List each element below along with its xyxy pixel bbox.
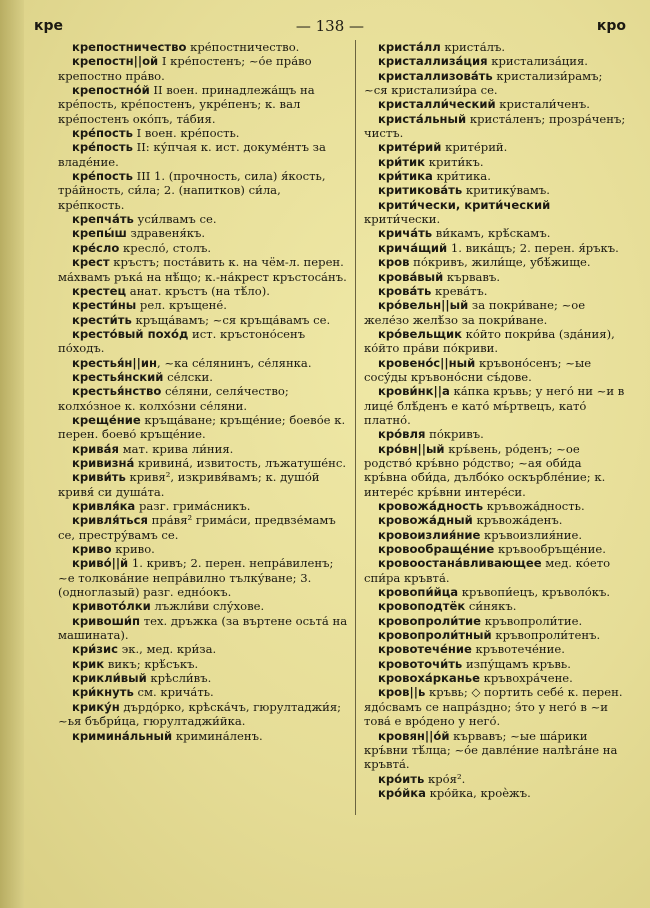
dictionary-entry — [364, 97, 626, 111]
entry-definition: кривина́, извитость, лъжатуше́нс. — [134, 455, 347, 470]
entry-definition: эк., мед. кри́за. — [118, 642, 217, 657]
dictionary-entry — [364, 772, 626, 786]
dictionary-entry — [364, 614, 626, 628]
dictionary-entry — [58, 642, 348, 656]
column-divider — [355, 40, 356, 815]
dictionary-entry — [364, 729, 626, 772]
entry-definition: кръстъ; поста́вить к. на чём-л. перен. ма́хвамъ ръка́ на нѣ́що; к.-на́крест кръстоса́нъ. — [58, 255, 347, 284]
dictionary-entry — [58, 54, 348, 83]
book-spine-shadow — [0, 0, 24, 908]
dictionary-entry — [364, 671, 626, 685]
entry-headword: кровожа́дный — [378, 513, 473, 528]
entry-definition: кро́я². — [424, 771, 466, 786]
dictionary-entry — [364, 556, 626, 585]
entry-headword: кривизна́ — [72, 455, 135, 470]
dictionary-entry — [364, 642, 626, 656]
dictionary-entry — [58, 729, 348, 743]
entry-definition: кри́тика. — [432, 169, 491, 184]
entry-definition: пра́вя² грима́си, предвзе́мамъ се, престру́вамъ се. — [58, 513, 336, 542]
dictionary-entry — [364, 69, 626, 98]
page-header — [34, 14, 626, 38]
entry-headword: криво́||й — [72, 556, 129, 571]
dictionary-entry — [58, 241, 348, 255]
entry-definition: кръвообръще́ние. — [494, 542, 606, 557]
dictionary-entry — [58, 298, 348, 312]
left-guide-word: кре — [34, 18, 64, 34]
entry-headword: кре́пость — [72, 169, 133, 184]
entry-headword: крови́нк||а — [378, 384, 450, 399]
dictionary-entry — [364, 155, 626, 169]
entry-definition: критику́вамъ. — [462, 183, 550, 198]
entry-definition: кре́постничество. — [186, 40, 300, 54]
entry-headword: кровоточи́ть — [378, 656, 463, 671]
dictionary-entry — [58, 313, 348, 327]
dictionary-entry — [364, 169, 626, 183]
entry-definition: I воен. кре́пость. — [132, 126, 240, 141]
dictionary-entry — [364, 542, 626, 556]
dictionary-entry — [364, 499, 626, 513]
right-guide-word: кро — [596, 18, 626, 34]
dictionary-entry — [364, 270, 626, 284]
entry-headword: кровожа́дность — [378, 499, 484, 513]
entry-headword: критикова́ть — [378, 183, 463, 198]
entry-headword: кров||ь — [378, 685, 426, 700]
entry-headword: кровопи́йца — [378, 585, 459, 600]
dictionary-entry — [364, 356, 626, 385]
entry-definition: кръвопроли́тенъ. — [491, 628, 601, 643]
entry-headword: кровопроли́тие — [378, 613, 482, 628]
dictionary-entry — [364, 140, 626, 154]
dictionary-entry — [58, 499, 348, 513]
dictionary-entry — [364, 327, 626, 356]
entry-headword: кровоизлия́ние — [378, 527, 481, 542]
entry-headword: кровено́с||ный — [378, 355, 476, 370]
dictionary-entry — [58, 599, 348, 613]
entry-definition: лъжли́ви слу́хове. — [150, 599, 265, 614]
entry-definition: кръвопроли́тие. — [481, 613, 583, 628]
entry-definition: кървавъ. — [443, 269, 501, 284]
dictionary-entry — [58, 126, 348, 140]
entry-definition: III 1. (прочность, сила) я́кость, тра́йность, си́ла; 2. (напитков) си́ла, кре́пкость. — [58, 169, 326, 212]
entry-definition: ви́камъ, крѣ́скамъ. — [432, 226, 551, 241]
entry-definition: кръвохра́чене. — [479, 671, 573, 686]
entry-definition: кривя², изкривя́вамъ; к. душо́й кривя́ си душа́та. — [58, 470, 320, 499]
entry-headword: кровоостана́вливающее — [378, 556, 542, 571]
entry-headword: кримина́льный — [72, 728, 173, 743]
entry-definition: кресло́, столъ. — [119, 240, 212, 255]
entry-definition: см. крича́ть. — [133, 685, 214, 700]
entry-headword: кристалли́ческий — [378, 97, 496, 112]
entry-headword: кро́йка — [378, 785, 426, 800]
dictionary-entry — [58, 212, 348, 226]
entry-definition: крите́рий. — [441, 140, 508, 155]
dictionary-entry — [58, 40, 348, 54]
entry-definition: кро́йка, кроѐжъ. — [425, 785, 531, 800]
dictionary-entry — [364, 298, 626, 327]
entry-headword: крепостно́й — [72, 83, 150, 98]
entry-headword: кре́пость — [72, 126, 133, 141]
dictionary-entry — [364, 786, 626, 800]
entry-headword: кро́вля — [378, 427, 426, 442]
dictionary-entry — [58, 284, 348, 298]
entry-definition: крѣсли́въ. — [146, 671, 212, 686]
entry-definition: криста́лъ. — [440, 40, 506, 54]
entry-definition: кръвотече́ние. — [471, 642, 565, 657]
entry-headword: крестья́нский — [72, 369, 164, 384]
entry-definition: кръвь; ◇ портить себе́ к. перен. ядо́свамъ се напра́здно; э́то у него́ в ~и това́ е вро́дено у него́. — [364, 685, 623, 729]
entry-headword: кре́сло — [72, 240, 120, 255]
dictionary-entry — [364, 442, 626, 499]
entry-headword: крепостн||ой — [72, 54, 159, 69]
entry-headword: крест — [72, 255, 110, 270]
dictionary-entry — [58, 542, 348, 556]
entry-headword: криво — [72, 542, 112, 557]
entry-definition: 1. вика́щъ; 2. перен. я́ръкъ. — [447, 240, 619, 255]
dictionary-entry — [364, 54, 626, 68]
entry-headword: кровопроли́тный — [378, 628, 492, 643]
dictionary-entry — [58, 370, 348, 384]
entry-definition: ко́йто покри́ва (зда́ния), ко́йто пра́ви по́криви. — [364, 326, 615, 356]
entry-definition: изпу́щамъ кръвь. — [462, 656, 571, 671]
dictionary-entry — [58, 384, 348, 413]
dictionary-entry — [364, 657, 626, 671]
entry-headword: крик — [72, 656, 105, 671]
entry-definition: 1. кривъ; 2. перен. непра́виленъ; ~е толкова́ние непра́вилно тълку́ване; 3. (одноглазый) разг. едно́окъ. — [58, 556, 334, 600]
entry-definition: тех. дръжка (за въртене осьта́ на машината). — [58, 613, 348, 643]
entry-definition: крити́чески. — [364, 212, 441, 227]
dictionary-entry — [58, 685, 348, 699]
dictionary-entry — [58, 556, 348, 599]
entry-headword: кресто́вый похо́д — [72, 326, 189, 341]
entry-definition: криста́ленъ; прозра́ченъ; чистъ. — [364, 111, 626, 141]
entry-headword: крите́рий — [378, 140, 442, 155]
entry-definition: кристализи́рамъ; ~ся кристализи́ра се. — [364, 68, 603, 98]
entry-definition: здравеня́къ. — [126, 226, 206, 241]
dictionary-entry — [364, 40, 626, 54]
right-column — [364, 40, 626, 800]
dictionary-entry — [58, 470, 348, 499]
entry-definition: ка́пка кръвь; у него́ ни ~и в лице́ блѣ́денъ е като́ мъ́ртвецъ, като́ платно́. — [364, 384, 625, 427]
entry-headword: крестья́н||ин — [72, 355, 158, 370]
dictionary-entry — [364, 513, 626, 527]
entry-headword: крести́ны — [72, 298, 137, 313]
dictionary-entry — [364, 183, 626, 197]
entry-headword: кро́ить — [378, 771, 425, 786]
entry-headword: кро́вн||ый — [378, 441, 445, 456]
dictionary-entry — [364, 599, 626, 613]
entry-headword: крестец — [72, 283, 127, 298]
entry-definition: по́кривъ, жили́ще, убѣ́жище. — [409, 255, 591, 270]
entry-headword: кре́пость — [72, 140, 133, 155]
entry-definition: се́лски. — [163, 369, 213, 384]
dictionary-entry — [58, 255, 348, 284]
entry-headword: кровян||о́й — [378, 728, 450, 743]
entry-definition: кървавъ; ~ые ша́рики кръ́вни тѣ́лца; ~о́е давле́ние налѣга́не на кръвта́. — [364, 728, 618, 772]
dictionary-entry — [364, 198, 626, 227]
entry-headword: креще́ние — [72, 412, 141, 427]
entry-definition: за покри́ване; ~ое желе́зо желѣ́зо за покри́ване. — [364, 298, 586, 327]
entry-headword: крести́ть — [72, 312, 132, 327]
entry-definition: криво. — [111, 542, 155, 557]
left-column — [58, 40, 348, 743]
dictionary-entry — [58, 169, 348, 212]
dictionary-entry — [58, 442, 348, 456]
entry-definition: крити́къ. — [425, 154, 484, 169]
dictionary-entry — [58, 671, 348, 685]
entry-headword: криви́ть — [72, 470, 126, 485]
entry-headword: кровоподтёк — [378, 599, 466, 614]
entry-definition: рел. кръщене́. — [136, 298, 227, 313]
entry-headword: кровотече́ние — [378, 642, 472, 657]
entry-definition: ист. кръстоно́сенъ по́ходъ. — [58, 326, 306, 356]
entry-definition: мат. крива ли́ния. — [118, 441, 234, 456]
entry-headword: кри́тик — [378, 154, 426, 169]
dictionary-entry — [364, 427, 626, 441]
entry-definition: уси́лвамъ се. — [133, 212, 217, 227]
dictionary-entry — [364, 384, 626, 427]
entry-definition: крева́тъ. — [431, 283, 488, 298]
dictionary-entry — [364, 284, 626, 298]
entry-definition: кристализа́ция. — [487, 54, 588, 69]
dictionary-entry — [364, 628, 626, 642]
entry-definition: викъ; крѣ́съкъ. — [104, 656, 199, 671]
entry-headword: крова́вый — [378, 269, 444, 284]
entry-headword: кристаллизова́ть — [378, 68, 493, 83]
dictionary-entry — [58, 614, 348, 643]
entry-headword: кровоха́рканье — [378, 671, 480, 686]
entry-definition: кръвоно́сенъ; ~ые сосу́ды кръвоно́сни съ́дове. — [364, 355, 592, 384]
entry-headword: криста́льный — [378, 111, 467, 126]
dictionary-entry — [364, 685, 626, 728]
entry-headword: крестья́нство — [72, 384, 162, 399]
entry-definition: , ~ка се́лянинъ, се́лянка. — [157, 355, 312, 370]
entry-headword: крику́н — [72, 699, 120, 714]
entry-definition: II: ку́пчая к. ист. докуме́нтъ за владе́ние. — [58, 140, 326, 169]
entry-definition: разг. грима́сникъ. — [135, 499, 251, 513]
entry-headword: крепостничество — [72, 40, 187, 54]
dictionary-entry — [58, 356, 348, 370]
dictionary-entry — [58, 700, 348, 729]
dictionary-entry — [364, 528, 626, 542]
page-number: — 138 — — [295, 17, 365, 35]
entry-definition: кръвожа́денъ. — [472, 513, 563, 528]
entry-headword: кровообраще́ние — [378, 542, 495, 557]
dictionary-entry — [364, 241, 626, 255]
entry-definition: се́ляни, селя́чество; колхо́зное к. колхо́зни се́ляни. — [58, 384, 289, 413]
entry-definition: дърдо́рко, крѣска́чъ, гюрултаджи́я; ~ья бъбри́ца, гюрултаджи́йка. — [58, 699, 342, 729]
dictionary-entry — [364, 226, 626, 240]
entry-headword: кри́тика — [378, 169, 433, 184]
entry-headword: кривля́ка — [72, 499, 136, 513]
entry-definition: анат. кръстъ (на тѣ́ло). — [126, 283, 270, 298]
entry-headword: крича́ть — [378, 226, 433, 241]
entry-definition: си́някъ. — [465, 599, 517, 614]
dictionary-entry — [364, 255, 626, 269]
entry-headword: кривля́ться — [72, 513, 148, 528]
entry-definition: мед. ко́ето спи́ра кръвта́. — [364, 556, 611, 585]
entry-headword: крепы́ш — [72, 226, 127, 241]
entry-definition: I кре́постенъ; ~о́е пра́во крепостно пра́во. — [58, 54, 312, 83]
entry-headword: кро́вельн||ый — [378, 298, 469, 313]
dictionary-entry — [364, 585, 626, 599]
entry-headword: кри́зис — [72, 642, 119, 657]
entry-headword: крова́ть — [378, 283, 432, 298]
dictionary-entry — [58, 413, 348, 442]
dictionary-entry — [58, 327, 348, 356]
entry-headword: крича́щий — [378, 240, 448, 255]
dictionary-entry — [58, 456, 348, 470]
entry-definition: кримина́ленъ. — [172, 728, 263, 743]
dictionary-entry — [58, 657, 348, 671]
dictionary-entry — [58, 226, 348, 240]
entry-headword: крити́чески, крити́ческий — [378, 197, 551, 212]
entry-definition: кръвоизлия́ние. — [480, 527, 583, 542]
entry-headword: кров — [378, 255, 410, 270]
entry-definition: кристали́ченъ. — [495, 97, 590, 112]
entry-headword: кро́вельщик — [378, 326, 462, 341]
entry-definition: кръвожа́дность. — [483, 499, 585, 513]
entry-headword: кривоши́п — [72, 613, 141, 628]
dictionary-entry — [58, 140, 348, 169]
entry-headword: кривото́лки — [72, 599, 151, 614]
entry-definition: по́кривъ. — [425, 427, 484, 442]
dictionary-entry — [58, 513, 348, 542]
dictionary-entry — [364, 112, 626, 141]
dictionary-entry — [58, 83, 348, 126]
entry-definition: кръвопи́ецъ, кръволо́къ. — [458, 585, 611, 600]
entry-headword: кристаллиза́ция — [378, 54, 488, 69]
entry-definition: II воен. принадлежа́щъ на кре́пость, кре́постенъ, укре́пенъ; к. вал кре́постенъ око́пъ, та́бия. — [58, 83, 315, 126]
entry-headword: крикли́вый — [72, 671, 147, 686]
entry-headword: криста́лл — [378, 40, 441, 54]
entry-headword: кри́кнуть — [72, 685, 134, 700]
entry-headword: крепча́ть — [72, 212, 134, 227]
entry-headword: крива́я — [72, 441, 119, 456]
entry-definition: кръща́вамъ; ~ся кръща́вамъ се. — [131, 312, 331, 327]
entry-definition: кръ́вень, ро́денъ; ~ое родство́ кръ́вно ро́дство; ~ая оби́да кръ́вна оби́да, дълбо́ко оскърбле́ние; к. интере́с кръ́вни интере́си. — [364, 441, 606, 499]
entry-definition: кръща́ване; кръще́ние; боево́е к. перен. боево́ кръще́ние. — [58, 412, 346, 442]
